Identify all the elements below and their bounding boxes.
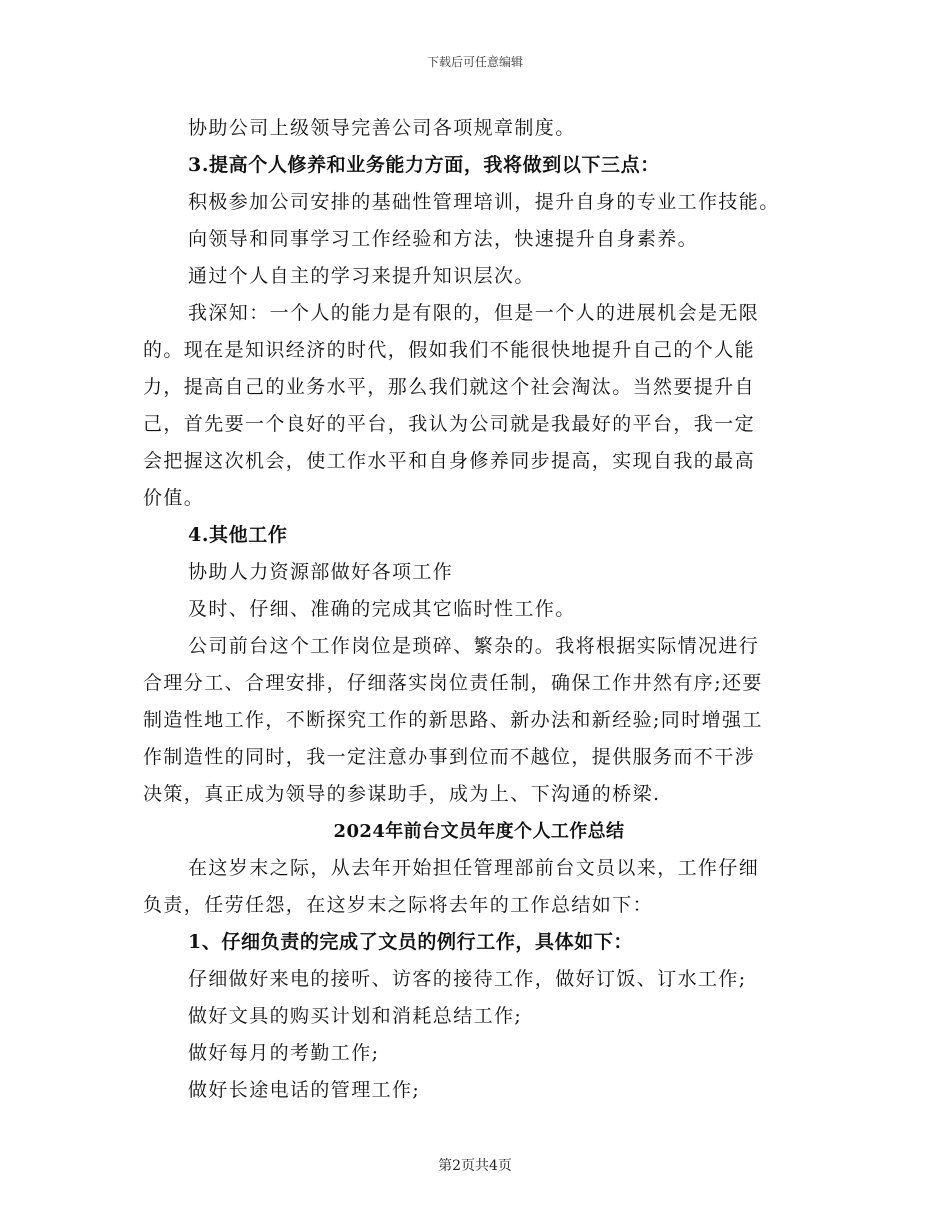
paragraph-line: 在这岁末之际，从去年开始担任管理部前台文员以来，工作仔细 xyxy=(188,857,760,879)
paragraph-line: 我深知：一个人的能力是有限的，但是一个人的进展机会是无限 xyxy=(188,302,760,324)
paragraph-line: 合理分工、合理安排，仔细落实岗位责任制，确保工作井然有序;还要 xyxy=(143,672,763,694)
paragraph-line: 会把握这次机会，使工作水平和自身修养同步提高，实现自我的最高 xyxy=(143,450,756,472)
text-line: 协助人力资源部做好各项工作 xyxy=(188,561,454,583)
section-heading-3: 3.提高个人修养和业务能力方面，我将做到以下三点： xyxy=(188,154,660,176)
duty-list xyxy=(143,961,815,1109)
paragraph-intro xyxy=(143,850,815,924)
list-item: 仔细做好来电的接听、访客的接待工作，做好订饭、订水工作; xyxy=(188,968,747,990)
text-line: 向领导和同事学习工作经验和方法，快速提升自身素养。 xyxy=(188,228,699,250)
paragraph-front-desk xyxy=(143,628,815,813)
list-item: 做好文具的购买计划和消耗总结工作; xyxy=(188,1005,523,1027)
paragraph-line: 的。现在是知识经济的时代，假如我们不能很快地提升自己的个人能 xyxy=(143,339,756,361)
paragraph-line: 作制造性的同时，我一定注意办事到位而不越位，提供服务而不干涉 xyxy=(143,746,756,768)
paragraph-line: 制造性地工作，不断探究工作的新思路、新办法和新经验;同时增强工 xyxy=(143,709,763,731)
text-line: 积极参加公司安排的基础性管理培训，提升自身的专业工作技能。 xyxy=(188,191,780,213)
page-number: 第2页共4页 xyxy=(438,1158,512,1174)
document-body xyxy=(143,110,815,1109)
paragraph-line: 力，提高自己的业务水平，那么我们就这个社会淘汰。当然要提升自 xyxy=(143,376,756,398)
paragraph-line: 负责，任劳任怨，在这岁末之际将去年的工作总结如下： xyxy=(143,894,654,916)
section-heading-1: 1、仔细负责的完成了文员的例行工作，具体如下： xyxy=(188,931,634,953)
header-note: 下载后可任意编辑 xyxy=(426,55,523,69)
document-title: 2024年前台文员年度个人工作总结 xyxy=(333,821,625,842)
text-line: 及时、仔细、准确的完成其它临时性工作。 xyxy=(188,598,576,620)
paragraph-line: 决策，真正成为领导的参谋助手，成为上、下沟通的桥梁. xyxy=(143,783,661,805)
section-heading-4: 4.其他工作 xyxy=(188,524,288,546)
paragraph-ability xyxy=(143,295,815,517)
paragraph-line: 价值。 xyxy=(143,487,205,509)
paragraph-line: 己，首先要一个良好的平台，我认为公司就是我最好的平台，我一定 xyxy=(143,413,756,435)
text-line: 协助公司上级领导完善公司各项规章制度。 xyxy=(188,117,576,139)
list-item: 做好每月的考勤工作; xyxy=(188,1042,380,1064)
list-item: 做好长途电话的管理工作; xyxy=(188,1079,421,1101)
paragraph-line: 公司前台这个工作岗位是琐碎、繁杂的。我将根据实际情况进行 xyxy=(188,635,760,657)
text-line: 通过个人自主的学习来提升知识层次。 xyxy=(188,265,535,287)
